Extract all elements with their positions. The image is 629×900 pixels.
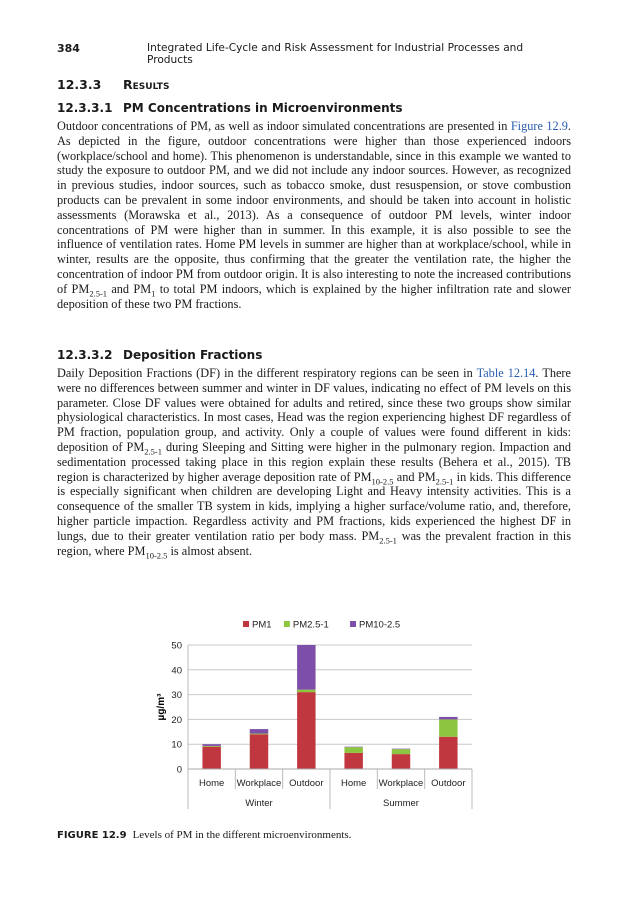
bar-pm1 [297,692,315,769]
bar-pm10-25 [202,744,220,746]
legend-label: PM2.5-1 [292,619,329,631]
bar-pm1 [392,754,410,769]
y-tick-label: 30 [171,690,182,702]
y-tick-label: 20 [171,714,182,726]
bar-pm25-1 [202,746,220,747]
paragraph-deposition-fractions [57,366,571,561]
text-run: to total PM indoors, which is explained by the higher infiltration rate and slower deposition of these two PM fractions. [57,281,571,311]
pm-levels-chart [150,610,490,820]
x-tick-label: Home [198,778,225,789]
text-run: in kids. This difference is especially significant when children are developing Light and Heavy intensity activities. This is a consequence of the smaller TB system in kids, implying a higher surface/volume ratio, and, therefore, higher particle impaction. Regardless activity and PM fractions, kids experienced the highest DF in lungs, due to their greater ventilation ratio per body mass. PM [57,469,571,543]
text-run: and PM [393,469,436,484]
cross-reference-link[interactable]: Table 12.14 [476,366,536,380]
bar-pm1 [344,753,362,769]
legend-swatch [243,621,249,627]
bar-pm1 [202,747,220,769]
y-axis-label: µg/m³ [156,693,167,721]
legend-label: PM10-2.5 [359,619,401,631]
subscript: 2.5-1 [435,476,454,487]
subscript: 2.5-1 [89,288,108,299]
section-heading: 12.3.3 Results [57,77,170,92]
legend-swatch [284,621,290,627]
figure-caption: FIGURE 12.9 Levels of PM in the different microenvironments. [57,829,352,841]
text-run: . As depicted in the figure, outdoor concentrations were higher than those experienced indoors (workplace/school and home). This phenomenon is understandable, since in this example we wanted to study the exposure to outdoor PM, and we did not include any indoor sources. However, as recognized in previous studies, indoor sources, such as tobacco smoke, dust resuspension, or stove combustion products can be prevalent in some indoor environments, and should be taken into account in holistic assessments (Morawska et al., 2013). As a consequence of outdoor PM levels, winter indoor concentrations of PM were higher than in summer. In this example, it is also possible to see the influence of ventilation rates. Home PM levels in summer are higher than at workplace/school, while in winter, results are the opposite, thus confirming that the greater the ventilation rate, the higher the concentration of indoor PM from outdoor origin. It is also interesting to note the increased contributions of PM [57,119,571,296]
text-run: and PM [107,281,152,296]
y-tick-label: 10 [171,739,182,751]
bar-pm25-1 [439,719,457,736]
x-tick-label: Workplace [236,778,282,789]
subscript: 10-2.5 [371,476,394,487]
bar-pm25-1 [250,734,268,735]
x-tick-label: Home [340,778,367,789]
legend-label: PM1 [252,619,272,631]
subscript: 1 [151,288,156,299]
page-number: 384 [57,42,80,55]
x-tick-label: Workplace [378,778,424,789]
bar-pm10-25 [297,645,315,690]
bar-pm1 [250,734,268,769]
group-label: Summer [383,798,419,809]
bar-pm10-25 [439,717,457,719]
legend-swatch [350,621,356,627]
subscript: 10-2.5 [145,550,168,561]
text-run: during Sleeping and Sitting were higher in the pulmonary region. Impaction and sedimentation processed taking place in this region explain these results (Behera et al., 2015). TB region is characterized by higher average deposition rate of PM [57,439,571,484]
y-tick-label: 50 [171,640,182,652]
subscript: 2.5-1 [144,446,162,457]
bar-pm25-1 [344,747,362,753]
cross-reference-link[interactable]: Figure 12.9 [510,119,568,133]
group-label: Winter [245,798,273,809]
text-run: Daily Deposition Fractions (DF) in the different respiratory regions can be seen in [57,366,477,380]
subsection-heading-2: 12.3.3.2 Deposition Fractions [57,348,263,362]
text-run: is almost absent. [167,543,253,558]
text-run: Outdoor concentrations of PM, as well as indoor simulated concentrations are presented in [57,119,511,133]
y-tick-label: 0 [176,764,182,776]
x-tick-label: Outdoor [289,778,324,789]
bar-pm1 [439,737,457,769]
paragraph-pm-concentrations [57,119,571,311]
bar-pm10-25 [250,729,268,733]
subsection-heading-1: 12.3.3.1 PM Concentrations in Microenvironments [57,101,403,115]
subscript: 2.5-1 [379,535,397,546]
y-tick-label: 40 [171,665,182,677]
bar-pm25-1 [392,749,410,754]
bar-pm25-1 [297,690,315,692]
text-run: . There were no differences between summer and winter in DF values, indicating no effect of PM levels on this parameter. Close DF values were obtained for adults and retired, since these two groups show similar physiological characteristics. In most cases, Head was the region experiencing highest DF regardless of PM fraction, population group, and activity. Only a couple of values were found different in kids: deposition of PM [57,366,571,454]
x-tick-label: Outdoor [431,778,466,789]
running-title: Integrated Life-Cycle and Risk Assessment for Industrial Processes and Products [147,42,524,66]
text-run: was the prevalent fraction in this region, where PM [57,528,571,558]
